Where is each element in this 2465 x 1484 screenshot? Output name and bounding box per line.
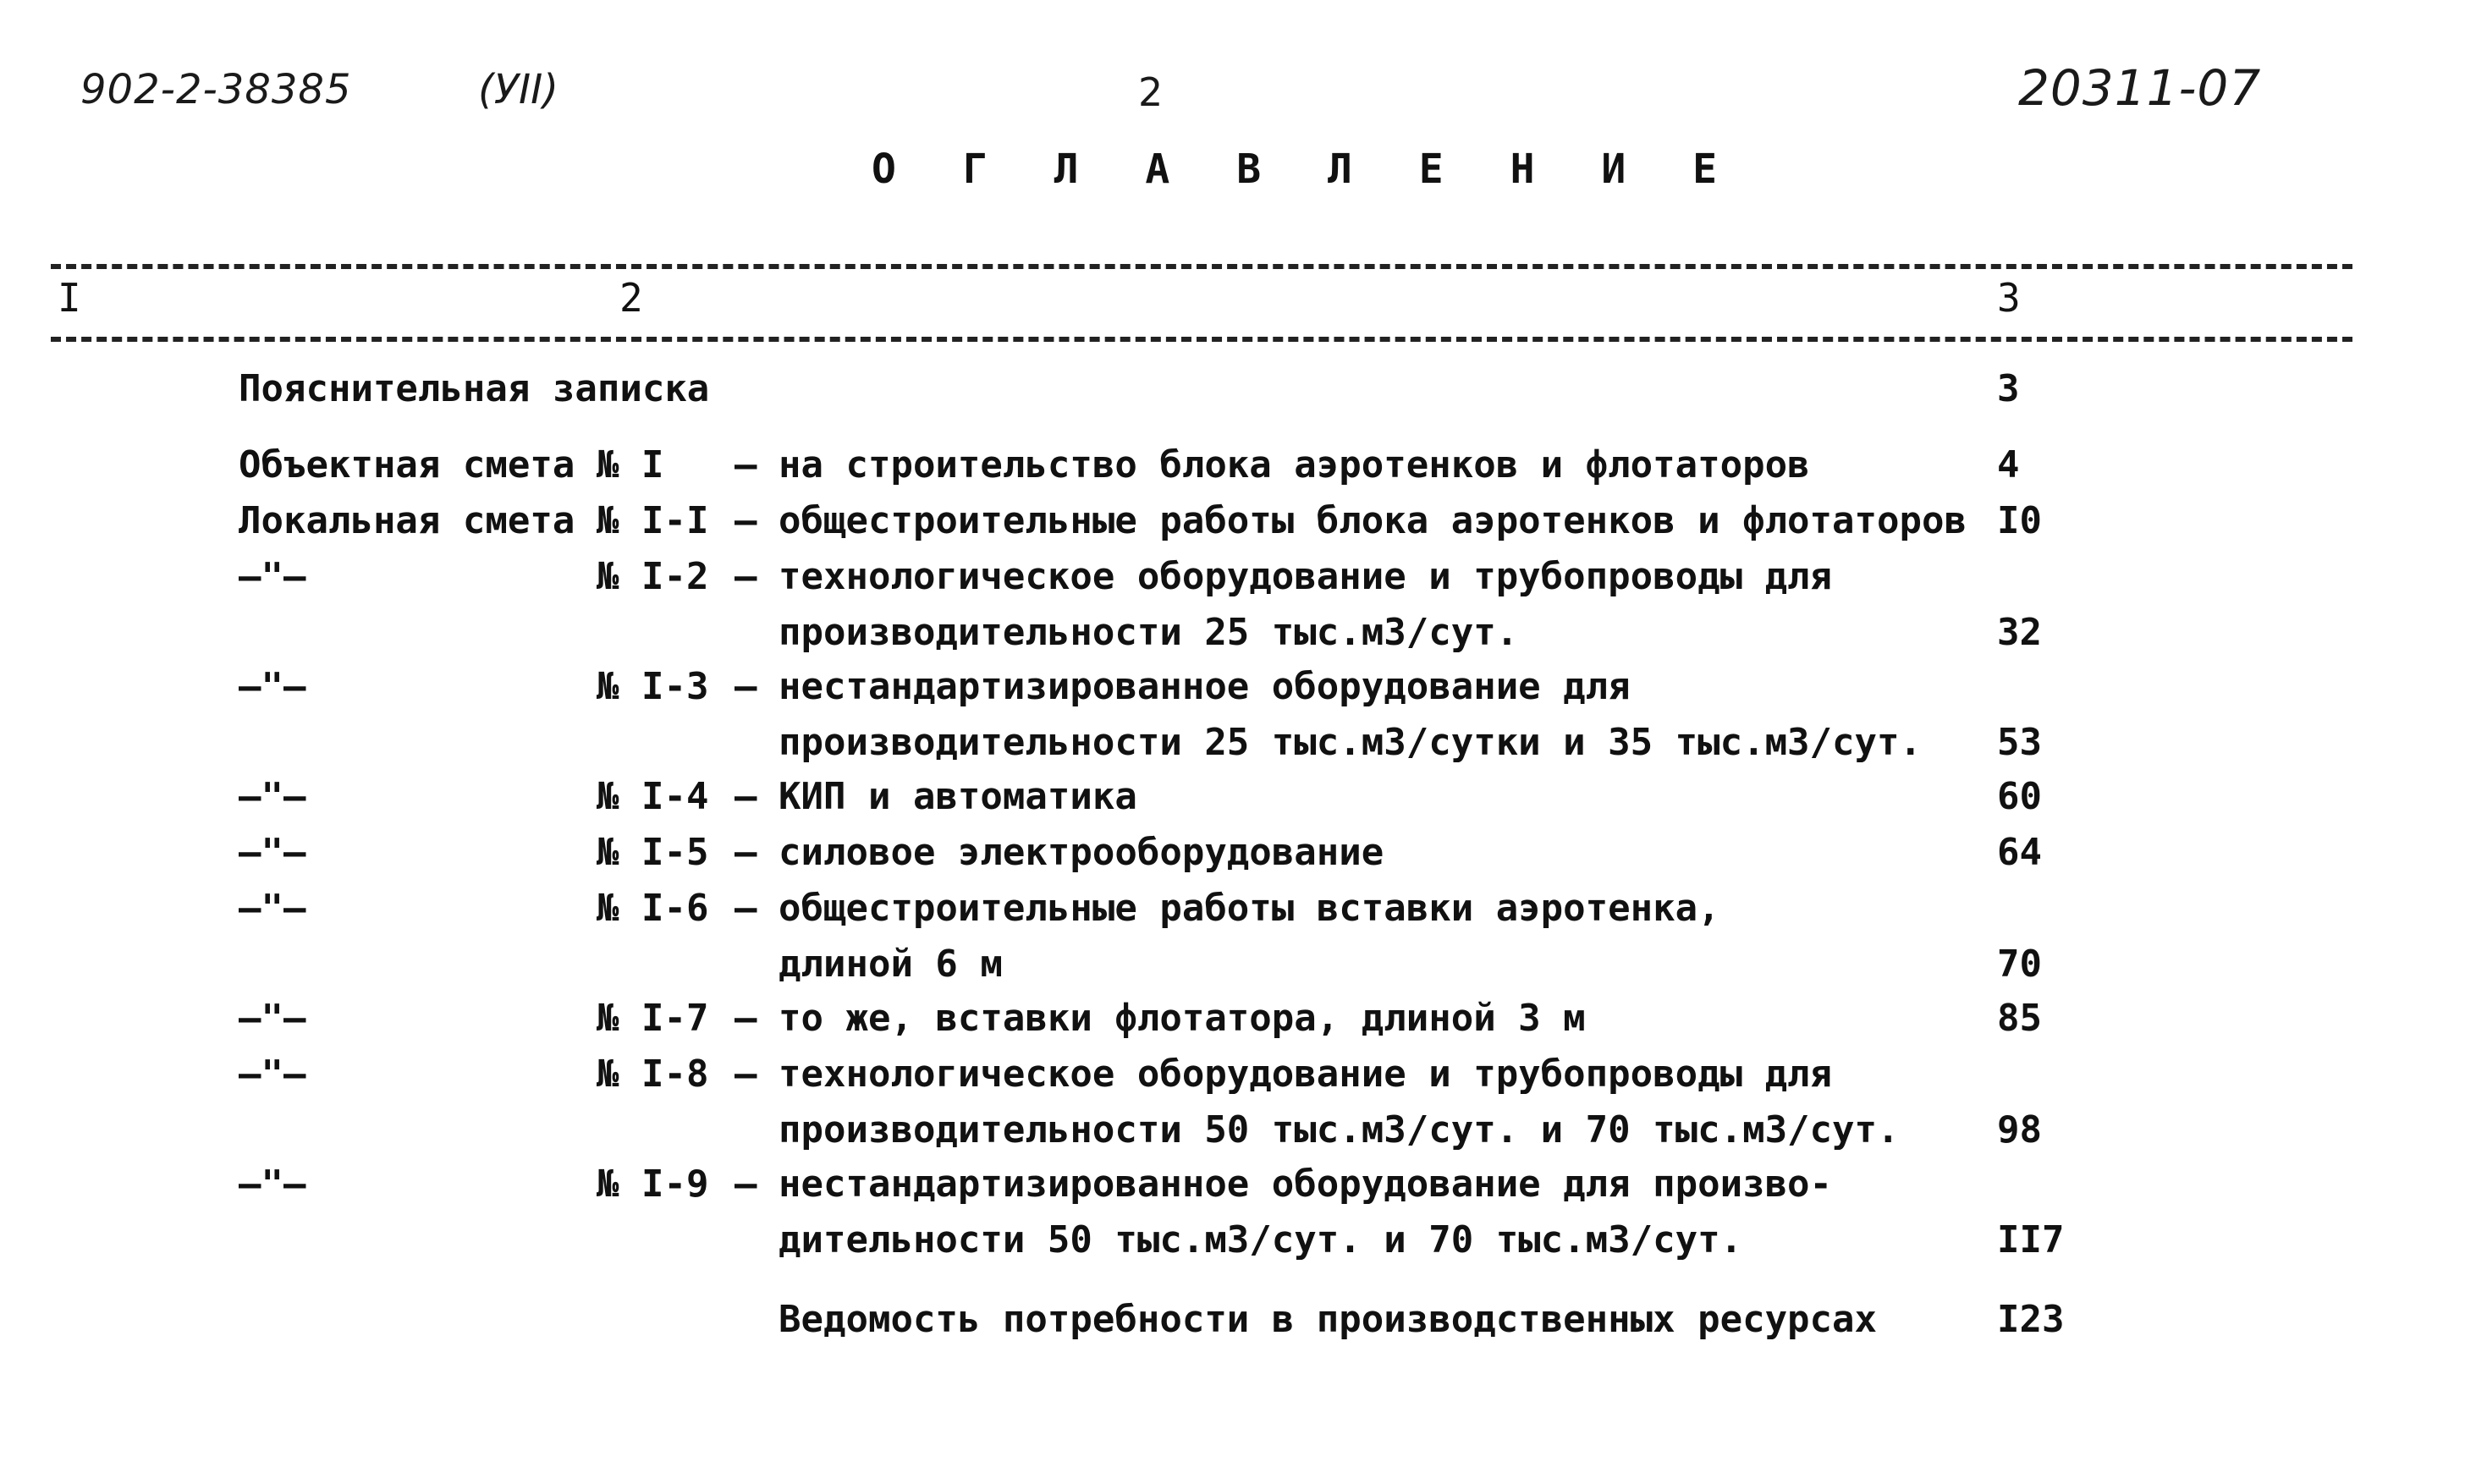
toc-estimate-number: № I-3 [597,665,709,708]
toc-page-number: 85 [1997,997,2042,1040]
toc-page-number: 32 [1997,611,2042,654]
toc-page-number: 64 [1997,831,2042,874]
toc-estimate-number: № I-6 [597,887,709,930]
column-number-3: 3 [1997,275,2021,321]
toc-estimate-number: № I-I [597,499,709,542]
page-title: О Г Л А В Л Е Н И Е [872,146,1739,193]
toc-description-line: силовое электрооборудование [779,831,1384,874]
toc-description-line: технологическое оборудование и трубопроводы для [779,555,1833,598]
toc-description-line: то же, вставки флотатора, длиной 3 м [779,997,1586,1040]
toc-estimate-number: № I-7 [597,997,709,1040]
toc-estimate-number: № I-8 [597,1053,709,1096]
toc-label: –"– [239,1053,306,1096]
toc-page-number: I23 [1997,1298,2065,1341]
document-code: 902-2-38385 [80,66,352,113]
toc-label: –"– [239,1162,306,1206]
column-number-1: I [58,275,81,321]
table-rule-top [51,264,2352,269]
toc-page-number: I0 [1997,499,2042,542]
toc-description-line: производительности 50 тыс.м3/сут. и 70 тыс.м3/сут. [779,1108,1900,1151]
toc-description-line: производительности 25 тыс.м3/сутки и 35 тыс.м3/сут. [779,721,1923,764]
toc-description-line: Ведомость потребности в производственных ресурсах [779,1298,1878,1341]
toc-page-number: 60 [1997,775,2042,818]
toc-label: –"– [239,555,306,598]
toc-label: –"– [239,831,306,874]
toc-description-line: на строительство блока аэротенков и флотаторов [779,443,1810,486]
document-mark: (УII) [478,66,559,113]
toc-description-line: нестандартизированное оборудование для произво- [779,1162,1833,1206]
toc-description-line: КИП и автоматика [779,775,1137,818]
toc-page-number: 4 [1997,443,2020,486]
toc-dash: – [735,1162,757,1206]
registration-number: 20311-07 [2018,59,2262,117]
toc-dash: – [735,831,757,874]
toc-page-number: 3 [1997,367,2020,410]
toc-description-line: технологическое оборудование и трубопроводы для [779,1053,1833,1096]
toc-label: –"– [239,997,306,1040]
toc-page-number: 98 [1997,1108,2042,1151]
toc-label: Объектная смета [239,443,575,486]
toc-estimate-number: № I-4 [597,775,709,818]
toc-dash: – [735,775,757,818]
toc-dash: – [735,1053,757,1096]
toc-label: –"– [239,775,306,818]
toc-estimate-number: № I-2 [597,555,709,598]
toc-estimate-number: № I-5 [597,831,709,874]
toc-dash: – [735,997,757,1040]
toc-dash: – [735,555,757,598]
toc-dash: – [735,665,757,708]
toc-dash: – [735,499,757,542]
toc-description-line: длиной 6 м [779,943,1003,986]
table-rule-bottom [51,337,2352,342]
toc-dash: – [735,887,757,930]
toc-description-line: дительности 50 тыс.м3/сут. и 70 тыс.м3/сут. [779,1218,1743,1261]
toc-estimate-number: № I [597,443,664,486]
toc-page-number: II7 [1997,1218,2065,1261]
toc-label: Пояснительная записка [239,367,710,410]
toc-label: –"– [239,887,306,930]
toc-estimate-number: № I-9 [597,1162,709,1206]
column-number-2: 2 [619,275,643,321]
toc-description-line: общестроительные работы вставки аэротенка, [779,887,1720,930]
toc-description-line: общестроительные работы блока аэротенков и флотаторов [779,499,1967,542]
toc-description-line: производительности 25 тыс.м3/сут. [779,611,1519,654]
toc-label: Локальная смета [239,499,575,542]
toc-page-number: 53 [1997,721,2042,764]
toc-description-line: нестандартизированное оборудование для [779,665,1631,708]
toc-dash: – [735,443,757,486]
page-number: 2 [1138,69,1164,115]
toc-label: –"– [239,665,306,708]
toc-page-number: 70 [1997,943,2042,986]
